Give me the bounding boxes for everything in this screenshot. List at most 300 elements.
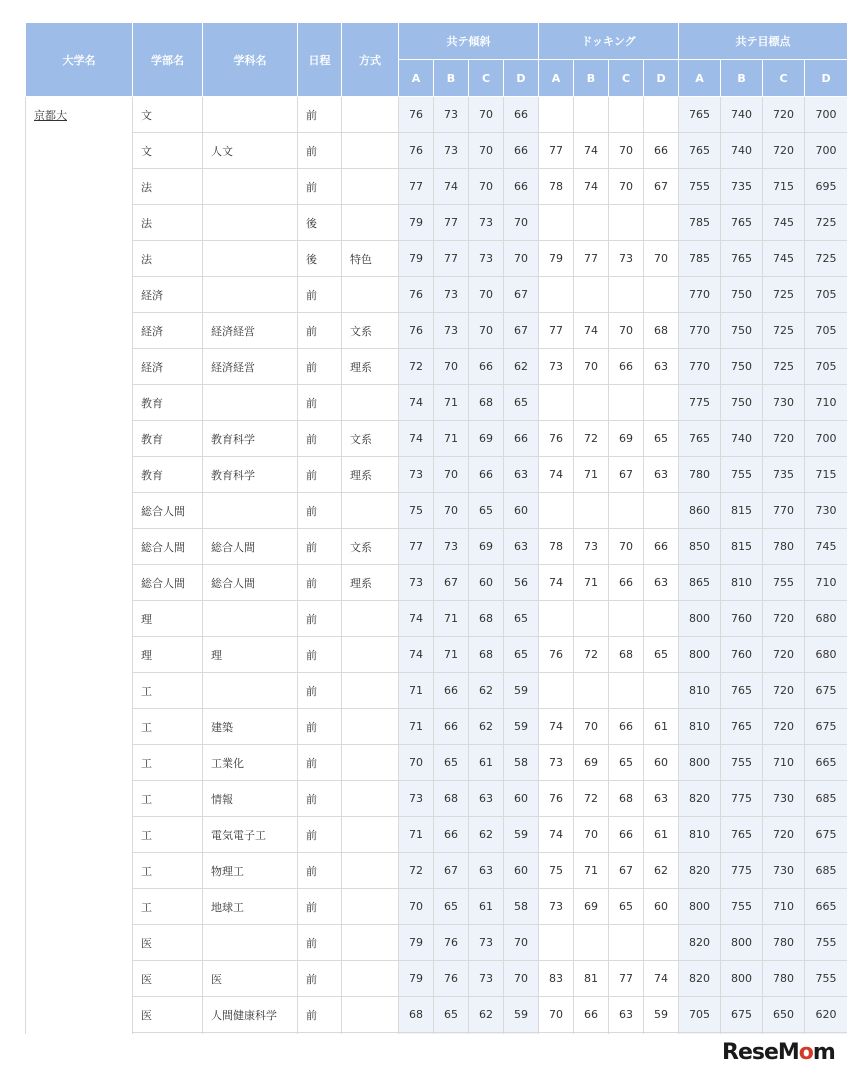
kyotsu-score-cell: 63 bbox=[469, 853, 504, 889]
kyotsu-score-cell: 71 bbox=[399, 673, 434, 709]
docking-score-cell: 66 bbox=[609, 565, 644, 601]
docking-score-cell: 62 bbox=[644, 853, 679, 889]
kyotsu-score-cell: 68 bbox=[399, 997, 434, 1033]
table-row bbox=[26, 277, 848, 313]
kyotsu-score-cell: 70 bbox=[434, 493, 469, 529]
target-score-cell: 720 bbox=[763, 817, 805, 853]
target-score-cell: 675 bbox=[805, 673, 847, 709]
target-score-cell: 780 bbox=[763, 529, 805, 565]
docking-score-cell bbox=[539, 673, 574, 709]
faculty-cell: 総合人間 bbox=[133, 493, 203, 529]
target-score-cell: 735 bbox=[721, 169, 763, 205]
faculty-cell: 医 bbox=[133, 961, 203, 997]
docking-score-cell bbox=[609, 385, 644, 421]
kyotsu-score-cell: 67 bbox=[504, 277, 539, 313]
table-row bbox=[26, 457, 848, 493]
kyotsu-score-cell: 62 bbox=[469, 817, 504, 853]
kyotsu-score-cell: 61 bbox=[469, 745, 504, 781]
docking-score-cell: 74 bbox=[539, 457, 574, 493]
docking-score-cell: 75 bbox=[539, 853, 574, 889]
docking-score-cell: 74 bbox=[574, 169, 609, 205]
docking-score-cell: 71 bbox=[574, 565, 609, 601]
kyotsu-score-cell: 70 bbox=[469, 313, 504, 349]
docking-score-cell: 73 bbox=[539, 745, 574, 781]
docking-score-cell: 68 bbox=[609, 781, 644, 817]
kyotsu-score-cell: 68 bbox=[469, 601, 504, 637]
docking-score-cell: 78 bbox=[539, 169, 574, 205]
kyotsu-score-cell: 77 bbox=[434, 241, 469, 277]
schedule-cell: 前 bbox=[298, 385, 342, 421]
method-cell bbox=[342, 97, 399, 133]
docking-score-cell: 59 bbox=[644, 997, 679, 1033]
table-row bbox=[26, 673, 848, 709]
schedule-cell: 前 bbox=[298, 133, 342, 169]
target-score-cell: 760 bbox=[721, 601, 763, 637]
schedule-cell: 前 bbox=[298, 673, 342, 709]
docking-score-cell: 70 bbox=[574, 709, 609, 745]
target-score-cell: 725 bbox=[763, 277, 805, 313]
docking-score-cell bbox=[644, 925, 679, 961]
kyotsu-score-cell: 62 bbox=[469, 997, 504, 1033]
docking-score-cell: 68 bbox=[644, 313, 679, 349]
kyotsu-score-cell: 66 bbox=[469, 457, 504, 493]
target-score-cell: 765 bbox=[679, 133, 721, 169]
kyotsu-score-cell: 63 bbox=[504, 529, 539, 565]
department-cell: 教育科学 bbox=[203, 457, 298, 493]
docking-score-cell: 66 bbox=[609, 349, 644, 385]
kyotsu-score-cell: 65 bbox=[434, 889, 469, 925]
subheader-target-c: C bbox=[763, 60, 805, 97]
schedule-cell: 前 bbox=[298, 781, 342, 817]
kyotsu-score-cell: 71 bbox=[399, 709, 434, 745]
target-score-cell: 820 bbox=[679, 781, 721, 817]
kyotsu-score-cell: 71 bbox=[434, 601, 469, 637]
target-score-cell: 800 bbox=[679, 601, 721, 637]
kyotsu-score-cell: 73 bbox=[469, 205, 504, 241]
docking-score-cell: 83 bbox=[539, 961, 574, 997]
faculty-cell: 総合人間 bbox=[133, 565, 203, 601]
docking-score-cell: 60 bbox=[644, 889, 679, 925]
target-score-cell: 765 bbox=[721, 817, 763, 853]
target-score-cell: 785 bbox=[679, 205, 721, 241]
target-score-cell: 815 bbox=[721, 493, 763, 529]
subheader-target-b: B bbox=[721, 60, 763, 97]
kyotsu-score-cell: 63 bbox=[469, 781, 504, 817]
header-university: 大学名 bbox=[26, 23, 133, 97]
target-score-cell: 705 bbox=[805, 349, 847, 385]
table-row bbox=[26, 961, 848, 997]
target-score-cell: 810 bbox=[721, 565, 763, 601]
kyotsu-score-cell: 69 bbox=[469, 421, 504, 457]
docking-score-cell: 70 bbox=[574, 349, 609, 385]
docking-score-cell: 74 bbox=[539, 817, 574, 853]
department-cell: 工業化 bbox=[203, 745, 298, 781]
docking-score-cell bbox=[644, 205, 679, 241]
method-cell: 理系 bbox=[342, 565, 399, 601]
method-cell bbox=[342, 745, 399, 781]
target-score-cell: 755 bbox=[679, 169, 721, 205]
subheader-kyotsu-b: B bbox=[434, 60, 469, 97]
kyotsu-score-cell: 73 bbox=[434, 313, 469, 349]
method-cell bbox=[342, 493, 399, 529]
kyotsu-score-cell: 71 bbox=[434, 385, 469, 421]
docking-score-cell: 65 bbox=[644, 637, 679, 673]
docking-score-cell: 72 bbox=[574, 637, 609, 673]
kyotsu-score-cell: 60 bbox=[504, 493, 539, 529]
target-score-cell: 820 bbox=[679, 961, 721, 997]
faculty-cell: 医 bbox=[133, 997, 203, 1033]
target-score-cell: 705 bbox=[805, 277, 847, 313]
docking-score-cell: 67 bbox=[644, 169, 679, 205]
target-score-cell: 720 bbox=[763, 133, 805, 169]
department-cell bbox=[203, 241, 298, 277]
target-score-cell: 755 bbox=[721, 889, 763, 925]
kyotsu-score-cell: 73 bbox=[469, 241, 504, 277]
docking-score-cell: 73 bbox=[539, 889, 574, 925]
kyotsu-score-cell: 66 bbox=[434, 673, 469, 709]
target-score-cell: 765 bbox=[679, 421, 721, 457]
kyotsu-score-cell: 74 bbox=[434, 169, 469, 205]
target-score-cell: 810 bbox=[679, 673, 721, 709]
university-link[interactable]: 京都大 bbox=[34, 109, 67, 122]
target-score-cell: 800 bbox=[679, 637, 721, 673]
method-cell: 文系 bbox=[342, 313, 399, 349]
kyotsu-score-cell: 60 bbox=[469, 565, 504, 601]
docking-score-cell: 78 bbox=[539, 529, 574, 565]
docking-score-cell: 63 bbox=[609, 997, 644, 1033]
docking-score-cell bbox=[539, 1033, 574, 1035]
target-score-cell: 780 bbox=[763, 925, 805, 961]
docking-score-cell bbox=[644, 601, 679, 637]
table-row bbox=[26, 133, 848, 169]
schedule-cell bbox=[298, 1033, 342, 1035]
method-cell bbox=[342, 205, 399, 241]
docking-score-cell: 67 bbox=[609, 457, 644, 493]
schedule-cell: 前 bbox=[298, 709, 342, 745]
method-cell bbox=[342, 637, 399, 673]
kyotsu-score-cell: 70 bbox=[504, 925, 539, 961]
department-cell: 人間健康科学 bbox=[203, 997, 298, 1033]
kyotsu-score-cell: 59 bbox=[504, 997, 539, 1033]
method-cell: 文系 bbox=[342, 529, 399, 565]
target-score-cell: 750 bbox=[721, 385, 763, 421]
kyotsu-score-cell: 73 bbox=[434, 277, 469, 313]
faculty-cell: 文 bbox=[133, 97, 203, 133]
target-score-cell: 740 bbox=[721, 421, 763, 457]
faculty-cell: 理 bbox=[133, 637, 203, 673]
target-score-cell bbox=[721, 1033, 763, 1035]
target-score-cell: 700 bbox=[805, 97, 847, 133]
docking-score-cell: 73 bbox=[609, 241, 644, 277]
table-row bbox=[26, 169, 848, 205]
table-row bbox=[26, 637, 848, 673]
docking-score-cell: 68 bbox=[609, 637, 644, 673]
docking-score-cell: 74 bbox=[539, 565, 574, 601]
kyotsu-score-cell: 77 bbox=[399, 169, 434, 205]
target-score-cell: 665 bbox=[805, 889, 847, 925]
resemom-logo: ReseMom bbox=[722, 1040, 835, 1065]
docking-score-cell bbox=[574, 673, 609, 709]
department-cell: 医 bbox=[203, 961, 298, 997]
table-row bbox=[26, 385, 848, 421]
method-cell bbox=[342, 853, 399, 889]
header-method: 方式 bbox=[342, 23, 399, 97]
schedule-cell: 前 bbox=[298, 97, 342, 133]
docking-score-cell: 61 bbox=[644, 817, 679, 853]
kyotsu-score-cell bbox=[469, 1033, 504, 1035]
kyotsu-score-cell: 62 bbox=[469, 709, 504, 745]
department-cell: 人文 bbox=[203, 133, 298, 169]
kyotsu-score-cell: 72 bbox=[399, 853, 434, 889]
docking-score-cell: 74 bbox=[644, 961, 679, 997]
docking-score-cell bbox=[539, 601, 574, 637]
schedule-cell: 前 bbox=[298, 349, 342, 385]
kyotsu-score-cell: 74 bbox=[399, 637, 434, 673]
kyotsu-score-cell bbox=[434, 1033, 469, 1035]
docking-score-cell: 66 bbox=[609, 817, 644, 853]
faculty-cell: 教育 bbox=[133, 385, 203, 421]
docking-score-cell: 71 bbox=[574, 853, 609, 889]
method-cell: 特色 bbox=[342, 241, 399, 277]
target-score-cell: 860 bbox=[679, 493, 721, 529]
schedule-cell: 前 bbox=[298, 457, 342, 493]
target-score-cell: 680 bbox=[805, 637, 847, 673]
table-row bbox=[26, 241, 848, 277]
target-score-cell: 665 bbox=[805, 745, 847, 781]
target-score-cell: 725 bbox=[763, 313, 805, 349]
table-row bbox=[26, 1033, 848, 1035]
subheader-kyotsu-a: A bbox=[399, 60, 434, 97]
schedule-cell: 前 bbox=[298, 601, 342, 637]
kyotsu-score-cell: 68 bbox=[469, 637, 504, 673]
docking-score-cell bbox=[609, 673, 644, 709]
department-cell: 総合人間 bbox=[203, 529, 298, 565]
target-score-cell: 715 bbox=[763, 169, 805, 205]
docking-score-cell: 73 bbox=[574, 529, 609, 565]
kyotsu-score-cell: 70 bbox=[469, 97, 504, 133]
docking-score-cell bbox=[609, 493, 644, 529]
target-score-cell: 710 bbox=[763, 889, 805, 925]
faculty-cell: 総合人間 bbox=[133, 529, 203, 565]
table-row bbox=[26, 349, 848, 385]
docking-score-cell: 74 bbox=[539, 709, 574, 745]
kyotsu-score-cell: 70 bbox=[434, 457, 469, 493]
kyotsu-score-cell: 65 bbox=[469, 493, 504, 529]
target-score-cell: 720 bbox=[763, 709, 805, 745]
target-score-cell: 710 bbox=[763, 745, 805, 781]
target-score-cell: 740 bbox=[721, 133, 763, 169]
department-cell: 電気電子工 bbox=[203, 817, 298, 853]
kyotsu-score-cell: 73 bbox=[469, 925, 504, 961]
docking-score-cell: 70 bbox=[539, 997, 574, 1033]
schedule-cell: 前 bbox=[298, 313, 342, 349]
docking-score-cell: 81 bbox=[574, 961, 609, 997]
target-score-cell: 620 bbox=[805, 997, 847, 1033]
schedule-cell: 前 bbox=[298, 493, 342, 529]
kyotsu-score-cell: 67 bbox=[434, 565, 469, 601]
table-row bbox=[26, 205, 848, 241]
kyotsu-score-cell: 69 bbox=[469, 529, 504, 565]
docking-score-cell: 70 bbox=[609, 313, 644, 349]
target-score-cell: 780 bbox=[679, 457, 721, 493]
kyotsu-score-cell: 77 bbox=[434, 205, 469, 241]
kyotsu-score-cell: 74 bbox=[399, 421, 434, 457]
kyotsu-score-cell: 67 bbox=[504, 313, 539, 349]
docking-score-cell: 72 bbox=[574, 421, 609, 457]
method-cell bbox=[342, 277, 399, 313]
docking-score-cell bbox=[609, 205, 644, 241]
faculty-cell bbox=[133, 1033, 203, 1035]
schedule-cell: 前 bbox=[298, 529, 342, 565]
header-department: 学科名 bbox=[203, 23, 298, 97]
kyotsu-score-cell: 61 bbox=[469, 889, 504, 925]
target-score-cell: 705 bbox=[805, 313, 847, 349]
table-row bbox=[26, 709, 848, 745]
docking-score-cell: 77 bbox=[539, 313, 574, 349]
docking-score-cell bbox=[539, 277, 574, 313]
table-row bbox=[26, 529, 848, 565]
kyotsu-score-cell: 71 bbox=[399, 817, 434, 853]
target-score-cell: 720 bbox=[763, 421, 805, 457]
department-cell bbox=[203, 205, 298, 241]
docking-score-cell bbox=[609, 1033, 644, 1035]
method-cell bbox=[342, 997, 399, 1033]
kyotsu-score-cell: 66 bbox=[434, 709, 469, 745]
kyotsu-score-cell: 62 bbox=[504, 349, 539, 385]
target-score-cell: 780 bbox=[763, 961, 805, 997]
target-score-cell: 725 bbox=[805, 241, 847, 277]
kyotsu-score-cell: 79 bbox=[399, 205, 434, 241]
docking-score-cell bbox=[574, 925, 609, 961]
kyotsu-score-cell: 70 bbox=[399, 745, 434, 781]
docking-score-cell: 63 bbox=[644, 457, 679, 493]
target-score-cell: 755 bbox=[805, 925, 847, 961]
kyotsu-score-cell: 66 bbox=[434, 817, 469, 853]
target-score-cell bbox=[679, 1033, 721, 1035]
table-row bbox=[26, 925, 848, 961]
target-score-cell: 675 bbox=[721, 997, 763, 1033]
target-score-cell: 685 bbox=[805, 781, 847, 817]
results-table-container bbox=[25, 22, 847, 1034]
kyotsu-score-cell: 63 bbox=[504, 457, 539, 493]
target-score-cell: 730 bbox=[763, 853, 805, 889]
department-cell bbox=[203, 97, 298, 133]
docking-score-cell bbox=[644, 1033, 679, 1035]
target-score-cell: 730 bbox=[805, 493, 847, 529]
table-row bbox=[26, 997, 848, 1033]
target-score-cell: 810 bbox=[679, 817, 721, 853]
method-cell bbox=[342, 889, 399, 925]
header-faculty: 学部名 bbox=[133, 23, 203, 97]
docking-score-cell: 77 bbox=[609, 961, 644, 997]
subheader-target-a: A bbox=[679, 60, 721, 97]
docking-score-cell bbox=[609, 925, 644, 961]
target-score-cell: 740 bbox=[721, 97, 763, 133]
table-row bbox=[26, 97, 848, 133]
target-score-cell: 695 bbox=[805, 169, 847, 205]
docking-score-cell: 63 bbox=[644, 781, 679, 817]
kyotsu-score-cell: 66 bbox=[504, 169, 539, 205]
target-score-cell: 865 bbox=[679, 565, 721, 601]
faculty-cell: 工 bbox=[133, 853, 203, 889]
target-score-cell: 750 bbox=[721, 313, 763, 349]
target-score-cell: 775 bbox=[721, 781, 763, 817]
docking-score-cell bbox=[574, 493, 609, 529]
docking-score-cell: 77 bbox=[539, 133, 574, 169]
department-cell: 理 bbox=[203, 637, 298, 673]
target-score-cell: 700 bbox=[805, 133, 847, 169]
target-score-cell bbox=[763, 1033, 805, 1035]
method-cell bbox=[342, 709, 399, 745]
subheader-kyotsu-c: C bbox=[469, 60, 504, 97]
method-cell bbox=[342, 601, 399, 637]
target-score-cell: 705 bbox=[679, 997, 721, 1033]
target-score-cell: 725 bbox=[805, 205, 847, 241]
faculty-cell: 法 bbox=[133, 241, 203, 277]
target-score-cell: 765 bbox=[721, 241, 763, 277]
kyotsu-score-cell: 65 bbox=[434, 745, 469, 781]
docking-score-cell: 76 bbox=[539, 637, 574, 673]
faculty-cell: 教育 bbox=[133, 421, 203, 457]
faculty-cell: 経済 bbox=[133, 277, 203, 313]
faculty-cell: 文 bbox=[133, 133, 203, 169]
table-row bbox=[26, 493, 848, 529]
faculty-cell: 工 bbox=[133, 673, 203, 709]
kyotsu-score-cell: 76 bbox=[399, 133, 434, 169]
subheader-docking-d: D bbox=[644, 60, 679, 97]
target-score-cell: 750 bbox=[721, 349, 763, 385]
kyotsu-score-cell: 70 bbox=[469, 169, 504, 205]
faculty-cell: 工 bbox=[133, 889, 203, 925]
docking-score-cell: 70 bbox=[609, 529, 644, 565]
kyotsu-score-cell: 79 bbox=[399, 925, 434, 961]
docking-score-cell bbox=[539, 925, 574, 961]
target-score-cell: 800 bbox=[679, 889, 721, 925]
schedule-cell: 前 bbox=[298, 637, 342, 673]
docking-score-cell: 70 bbox=[609, 169, 644, 205]
method-cell: 理系 bbox=[342, 349, 399, 385]
schedule-cell: 前 bbox=[298, 421, 342, 457]
method-cell: 理系 bbox=[342, 457, 399, 493]
faculty-cell: 工 bbox=[133, 709, 203, 745]
table-row bbox=[26, 565, 848, 601]
target-score-cell: 680 bbox=[805, 601, 847, 637]
kyotsu-score-cell: 68 bbox=[434, 781, 469, 817]
target-score-cell: 770 bbox=[763, 493, 805, 529]
department-cell bbox=[203, 493, 298, 529]
kyotsu-score-cell: 70 bbox=[469, 133, 504, 169]
docking-score-cell bbox=[644, 673, 679, 709]
target-score-cell: 720 bbox=[763, 637, 805, 673]
docking-score-cell bbox=[609, 97, 644, 133]
subheader-target-d: D bbox=[805, 60, 847, 97]
kyotsu-score-cell: 66 bbox=[469, 349, 504, 385]
method-cell bbox=[342, 385, 399, 421]
kyotsu-score-cell: 66 bbox=[504, 133, 539, 169]
kyotsu-score-cell: 65 bbox=[434, 997, 469, 1033]
target-score-cell: 735 bbox=[763, 457, 805, 493]
method-cell bbox=[342, 169, 399, 205]
docking-score-cell bbox=[609, 277, 644, 313]
schedule-cell: 前 bbox=[298, 853, 342, 889]
target-score-cell: 685 bbox=[805, 853, 847, 889]
docking-score-cell: 69 bbox=[574, 889, 609, 925]
subheader-docking-b: B bbox=[574, 60, 609, 97]
docking-score-cell: 69 bbox=[574, 745, 609, 781]
faculty-cell: 工 bbox=[133, 745, 203, 781]
docking-score-cell: 63 bbox=[644, 565, 679, 601]
target-score-cell: 770 bbox=[679, 277, 721, 313]
